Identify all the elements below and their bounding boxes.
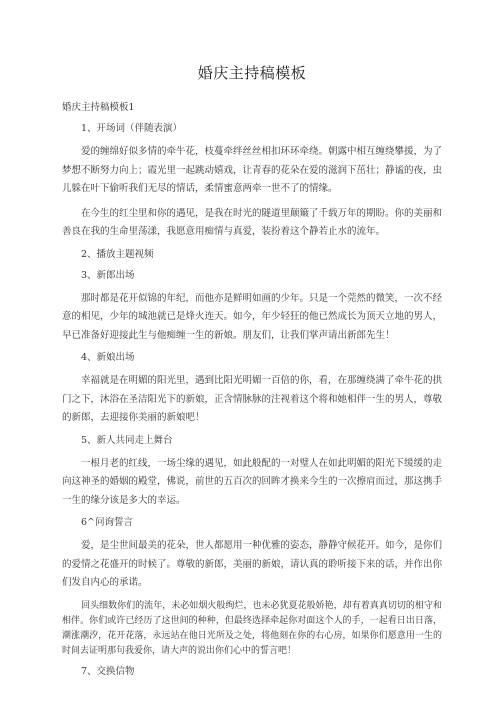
section-heading: 5、新人共同走上舞台: [81, 434, 173, 446]
section-heading: 7、交换信物: [81, 665, 135, 677]
document-body: [62, 122, 442, 679]
section-heading: 6^问询誓言: [81, 517, 134, 528]
paragraph: 回头细数你们的流年，未必如烟火般绚烂，也未必犹夏花般娇艳，却有着真真切切的相守和相伴。你们或许已经历了这世间的种种，但最终选择牵起你对面这个人的手，一起看日出日落，潮涨潮汐，花开花落，永远站在他日光所及之处，将他刻在你的右心房，如果你们愿意用一生的时间去证明那句我爱你，请大声的说出你们心中的誓言吧！: [62, 600, 442, 656]
section-heading: 4、新娘出场: [81, 352, 135, 363]
paragraph: 在今生的红尘里和你的遇见，是我在时光的隧道里颠簸了千载万年的期盼。你的美丽和善良在我的生命里荡漾，我愿意用痴情与真爱，装扮着这个静若止水的流年。: [62, 207, 443, 237]
paragraph: 那时都是花开似锦的年纪，而他亦是鲜明如画的少年。只是一个莞然的微笑，一次不经意的相见，少年的城池就已是烽火连天。如今，年少轻狂的他已然成长为顶天立地的男人，早已准备好迎接此生与他痴缠一生的新娘。朋友们，让我们掌声请出新郎先生！: [62, 292, 443, 341]
paragraph: 一根月老的红线，一场尘缘的遇见，如此般配的一对璧人在如此明媚的阳光下缓缓的走向这神圣的婚姻的殿堂，佛说，前世的五百次的回眸才换来今生的一次擦肩而过，那这携手一生的缘分该是多大的幸运。: [62, 457, 443, 506]
section-heading: 1、开场词（伴随表演）: [81, 123, 183, 134]
paragraph: 爱，是尘世间最美的花朵，世人都愿用一种优雅的姿态，静静守候花开。如今，是你们的爱情之花盛开的时候了。尊敬的新郎，美丽的新娘，请认真的聆听接下来的话，并作出你们发自内心的承诺。: [62, 540, 443, 588]
document-title: 婚庆主持稿模板: [197, 64, 307, 82]
document-subtitle: 婚庆主持稿模板1: [62, 102, 135, 113]
paragraph: 幸福就是在明媚的阳光里，遇到比阳光明媚一百倍的你，看，在那缠绕满了牵牛花的拱门之下，沐浴在圣洁阳光下的新娘，正含情脉脉的注视着这个将和她相伴一生的男人，尊敬的新郎，去迎接你美丽的新娘吧！: [62, 375, 443, 423]
paragraph: 爱的缠绵好似多情的牵牛花，枝蔓牵绊丝丝相扣环环牵绕。朝露中相互缠绕攀援，为了梦想不断努力向上；霞光里一起跳动嬉戏，让青春的花朵在爱的滋润下茁壮；静谧的夜，虫儿躲在叶下偷听我们无尽的情话，柔情蜜意两牵一世不了的情缘。: [62, 146, 443, 194]
section-heading: 2、播放主题视频: [81, 248, 154, 260]
section-heading: 3、新郎出场: [81, 269, 135, 281]
